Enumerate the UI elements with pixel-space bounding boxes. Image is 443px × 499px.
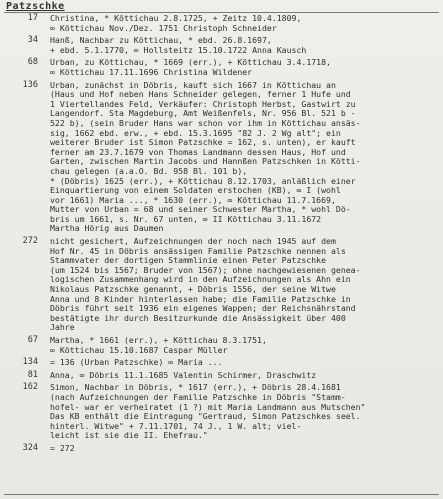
entry-line: Urban, zunächst in Döbris, kauft sich 1667 in Köttichau an bbox=[50, 80, 336, 90]
entry-line: (nach Aufzeichnungen der Familie Patzschke in Döbris "Stamm- bbox=[50, 392, 346, 402]
entry-line: sig, 1662 ebd. erw., + ebd. 15.3.1695 "82 J. 2 Wg alt"; ein bbox=[50, 128, 341, 138]
entry-line: hofel- war er verheiratet (1 ?) mit Maria Landmann aus Mutschen" bbox=[50, 402, 366, 412]
entry-line: 522 b), (sein Bruder Hans war schon vor ihm in Köttichau ansäs- bbox=[50, 118, 361, 128]
entry-list bbox=[4, 14, 436, 457]
entry-line: Christina, * Köttichau 2.8.1725, + Zeitz 10.4.1809, bbox=[50, 14, 302, 23]
genealogy-entry bbox=[4, 14, 436, 33]
entry-number: 162 bbox=[22, 382, 38, 393]
entry-line: Langendorf. Sta Magdeburg, Amt Weißenfels, Nr. 956 Bl. 521 b - bbox=[50, 109, 356, 119]
entry-number: 136 bbox=[22, 79, 38, 90]
entry-line: Martha, * 1661 (err.), + Köttichau 8.3.1751, bbox=[50, 336, 267, 345]
entry-line: Das KB enthält die Eintragung "Gertraud, Simon Patzschkes seel. bbox=[50, 412, 361, 422]
entry-line: Anna und 8 Kinder hinterlassen habe; die Familie Patzschke in bbox=[50, 294, 351, 304]
entry-line: nicht gesichert, Aufzeichnungen der noch nach 1945 auf dem bbox=[50, 237, 336, 247]
entry-line: logischen Zusammenhang wird in den Aufzeichnungen als Ahn ein bbox=[50, 275, 351, 285]
entry-line: ∞ Köttichau Nov./Dez. 1751 Christoph Schneider bbox=[50, 23, 277, 33]
entry-text bbox=[50, 58, 436, 77]
entry-text bbox=[50, 36, 436, 55]
entry-line: Jahre bbox=[50, 323, 75, 333]
genealogy-entry bbox=[4, 36, 436, 55]
genealogy-entry bbox=[4, 444, 436, 454]
entry-line: Garten, zwischen Martin Jacobs und Hannßen Patzschken in Kötti- bbox=[50, 157, 361, 167]
entry-line: Anna, ∞ Döbris 11.1.1685 Valentin Schirmer, Draschwitz bbox=[50, 370, 317, 380]
entry-text bbox=[50, 444, 436, 454]
entry-text bbox=[50, 14, 436, 33]
entry-line: bestätigte ihr durch Besitzurkunde die Ansässigkeit über 400 bbox=[50, 313, 346, 323]
entry-line: Hanß, Nachbar zu Köttichau, * ebd. 26.8.1697, bbox=[50, 36, 272, 46]
entry-number: 272 bbox=[22, 236, 38, 247]
bottom-rule bbox=[4, 494, 439, 495]
entry-text bbox=[50, 81, 436, 235]
genealogy-entry bbox=[4, 358, 436, 368]
entry-line: Simon, Nachbar in Döbris, * 1617 (err.), + Döbris 28.4.1681 bbox=[50, 383, 341, 393]
entry-line: Urban, zu Köttichau, * 1669 (err.), + Köttichau 3.4.1718, bbox=[50, 58, 331, 68]
entry-line: Martha Hörig aus Daumen bbox=[50, 224, 164, 234]
entry-line: Nikolaus Patzschke genannt, + Döbris 1556, der seine Witwe bbox=[50, 285, 336, 295]
entry-line: (um 1524 bis 1567; Bruder von 1567); ohne nachgewiesenen genea- bbox=[50, 265, 361, 275]
entry-line: + ebd. 5.1.1770, ∞ Hollsteitz 15.10.1722 Anna Kausch bbox=[50, 45, 307, 55]
entry-line: Hof Nr. 45 in Döbris ansässigen Familie Patzschke nennen als bbox=[50, 246, 346, 256]
entry-line: 1 Viertellandes Feld, Verkäufer: Christoph Herbst, Gastwirt zu bbox=[50, 99, 356, 109]
entry-line: Döbris führt seit 1936 ein eigenes Wappen; der Reichsnährstand bbox=[50, 304, 356, 314]
entry-number: 17 bbox=[27, 13, 38, 23]
genealogy-entry bbox=[4, 237, 436, 333]
entry-line: ferner am 23.7.1679 von Thomas Landmann dessen Haus, Hof und bbox=[50, 147, 346, 157]
entry-line: Mutter von Urban = 68 und seiner Schwester Martha, * wohl Dö- bbox=[50, 205, 351, 215]
entry-number: 34 bbox=[27, 35, 38, 46]
entry-line: leicht ist sie die II. Ehefrau." bbox=[50, 431, 208, 441]
genealogy-entry bbox=[4, 58, 436, 77]
entry-text bbox=[50, 237, 436, 333]
top-rule bbox=[4, 12, 439, 13]
entry-line: ∞ Köttichau 15.10.1687 Caspar Müller bbox=[50, 345, 228, 355]
entry-text bbox=[50, 371, 436, 381]
genealogy-entry bbox=[4, 371, 436, 381]
genealogy-entry bbox=[4, 383, 436, 441]
entry-text bbox=[50, 358, 436, 368]
page-title: Patzschke bbox=[6, 1, 65, 12]
entry-line: = 272 bbox=[50, 443, 75, 453]
genealogy-entry bbox=[4, 81, 436, 235]
entry-line: Stammvater der dortigen Stammlinie einen Peter Patzschke bbox=[50, 256, 327, 266]
entry-line: Einquartierung von einem Soldaten erstochen (KB), ∞ I (wohl bbox=[50, 186, 341, 196]
entry-line: (Haus und Hof neben Hans Schneider gelegen, ferner 1 Hufe und bbox=[50, 90, 351, 100]
entry-line: = 136 (Urban Patzschke) ∞ Maria ... bbox=[50, 358, 223, 368]
entry-line: * (Döbris) 1625 (err.), + Köttichau 8.12.1703, anläßlich einer bbox=[50, 176, 356, 186]
entry-text bbox=[50, 383, 436, 441]
genealogy-entry bbox=[4, 336, 436, 355]
entry-line: weiterer Bruder ist Simon Patzschke = 162, s. unten), er kauft bbox=[50, 138, 356, 148]
entry-line: chau gelegen (a.a.O. Bd. 958 Bl. 101 b), bbox=[50, 166, 248, 176]
entry-line: hinterl. Witwe" + 7.11.1701, 74 J., 1 W. alt; viel- bbox=[50, 421, 302, 431]
entry-number: 67 bbox=[27, 335, 38, 345]
entry-number: 81 bbox=[27, 369, 38, 380]
entry-number: 68 bbox=[27, 57, 38, 68]
entry-text bbox=[50, 336, 436, 355]
entry-line: bris um 1661, s. Nr. 67 unten, ∞ II Köttichau 3.11.1672 bbox=[50, 214, 322, 224]
entry-number: 324 bbox=[22, 442, 38, 453]
entry-number: 134 bbox=[22, 357, 38, 368]
entry-line: ∞ Köttichau 17.11.1696 Christina Wildener bbox=[50, 67, 253, 77]
entry-line: vor 1661) Maria ..., * 1630 (err.), ∞ Köttichau 11.7.1669, bbox=[50, 195, 336, 205]
